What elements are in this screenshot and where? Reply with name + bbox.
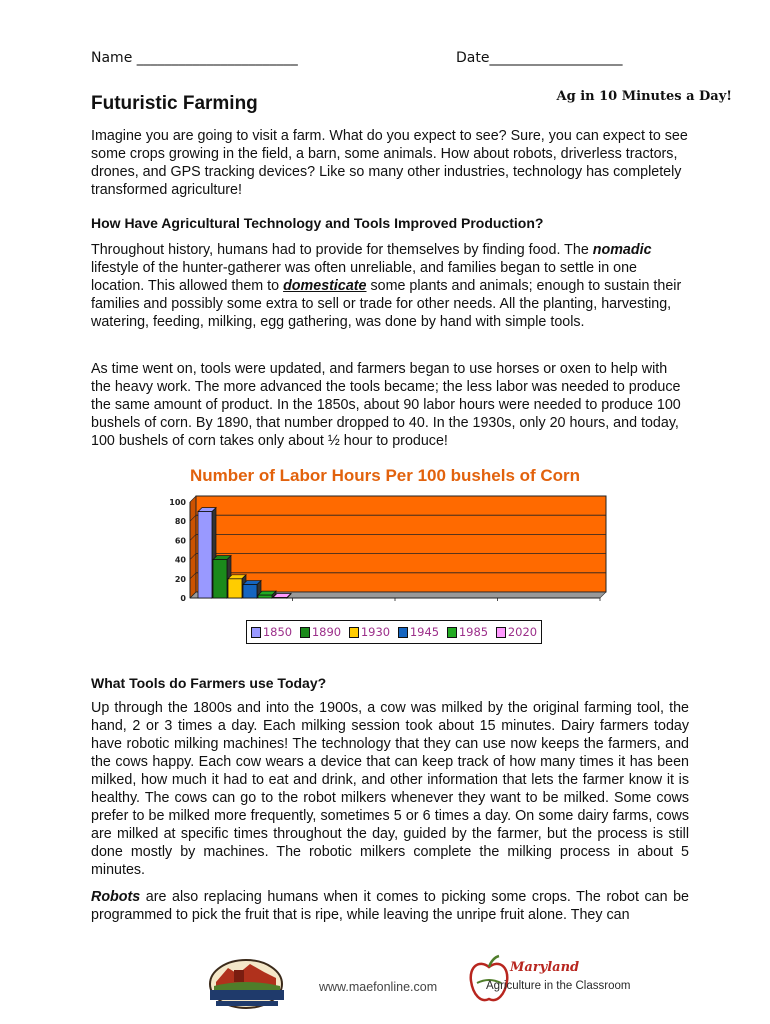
legend-label: 1930 [360, 625, 391, 639]
y-tick-label: 100 [169, 498, 186, 507]
term-nomadic: nomadic [592, 242, 652, 258]
maitc-logo-title: Maryland [510, 960, 580, 975]
page-title: Futuristic Farming [91, 93, 258, 114]
legend-swatch [251, 627, 261, 638]
maitc-logo-subtitle: Agriculture in the Classroom [486, 980, 631, 992]
legend-item [447, 625, 488, 639]
y-tick-label: 40 [174, 555, 186, 565]
chart-legend [246, 620, 542, 644]
section-heading-production: How Have Agricultural Technology and Tools Improved Production? [91, 215, 544, 231]
legend-label: 1850 [262, 625, 293, 639]
bar [213, 560, 227, 598]
maef-logo [206, 956, 288, 1012]
chart-title: Number of Labor Hours Per 100 bushels of Corn [189, 466, 581, 485]
legend-item [300, 625, 341, 639]
legend-swatch [349, 627, 359, 638]
y-tick-label: 60 [174, 536, 186, 546]
bar [273, 598, 287, 599]
legend-label: 1985 [458, 625, 489, 639]
legend-item [349, 625, 390, 639]
plot-area [196, 496, 606, 592]
footer [0, 948, 770, 1018]
history-paragraph [91, 241, 689, 331]
tagline: Ag in 10 Minutes a Day! [556, 89, 732, 104]
tools-paragraph: As time went on, tools were updated, and farmers began to use horses or oxen to help with the heavy work. The more advanced the tools became; the less labor was needed to produce the same amount of product. In the 1850s, about 90 labor hours were needed to produce 100 bushels of corn. By 1890, that number dropped to 40. In the 1930s, only 20 hours, and today, 100 bushels of corn takes only about ½ hour to produce! [91, 361, 681, 449]
legend-swatch [496, 627, 506, 638]
date-field: Date___________________ [456, 50, 623, 66]
milking-paragraph: Up through the 1800s and into the 1900s, a cow was milked by the original farming tool, the hand, 2 or 3 times a day. Each milking session took about 15 minutes. Dairy farmers today have robotic milking machines! The technology that they can use now keeps the farmers, and the cows happy. Each cow wears a device that can keep track of how many times it has been milked, how much it had to eat and drink, and other information that lets the farmer know it is healthy. The cows can go to the robot milkers whenever they want to be milked. Some cows prefer to be milked more frequently, sometimes 5 or 6 times a day. On some dairy farms, cows are milked at specific times throughout the day, guided by the farmer, but the process is still done mostly by machines. The robotic milkers complete the milking process in about 5 minutes. [91, 700, 689, 878]
y-tick-label: 80 [174, 517, 186, 527]
text-segment: lifestyle of the hunter-gatherer was often unreliable, and families began to settle in one location. This allowed them to [91, 260, 637, 294]
bar [228, 579, 242, 598]
legend-label: 1945 [409, 625, 440, 639]
legend-swatch [300, 627, 310, 638]
bar [198, 512, 212, 598]
text-segment: are also replacing humans when it comes to picking some crops. The robot can be programmed to pick the fruit that is ripe, while leaving the unripe fruit alone. They can [91, 889, 689, 923]
labor-hours-chart [160, 490, 620, 615]
name-field: Name _______________________ [91, 50, 298, 66]
term-robots: Robots [91, 889, 141, 905]
text-segment: some plants and animals; enough to sustain their families and possibly some extra to sell or trade for other needs. All the planting, harvesting, watering, feeding, milking, egg gathering, was done by hand with simple tools. [91, 278, 682, 330]
website-link[interactable]: www.maefonline.com [319, 980, 438, 994]
robots-paragraph [91, 888, 689, 924]
y-tick-label: 0 [180, 594, 186, 603]
legend-label: 2020 [507, 625, 538, 639]
section-heading-tools-today: What Tools do Farmers use Today? [91, 675, 327, 691]
legend-item [251, 625, 292, 639]
y-tick-label: 20 [174, 574, 186, 584]
bar [258, 595, 272, 598]
term-domesticate: domesticate [283, 278, 367, 294]
text-segment: Throughout history, humans had to provide for themselves by finding food. The [91, 242, 593, 258]
bar [243, 585, 257, 598]
legend-swatch [447, 627, 457, 638]
legend-swatch [398, 627, 408, 638]
intro-paragraph: Imagine you are going to visit a farm. What do you expect to see? Sure, you can expect to see some crops growing in the field, a barn, some animals. How about robots, driverless tractors, drones, and GPS tracking devices? Like so many other industries, technology has completely transformed agriculture! [91, 128, 688, 198]
legend-label: 1890 [311, 625, 342, 639]
legend-item [496, 625, 537, 639]
legend-item [398, 625, 439, 639]
